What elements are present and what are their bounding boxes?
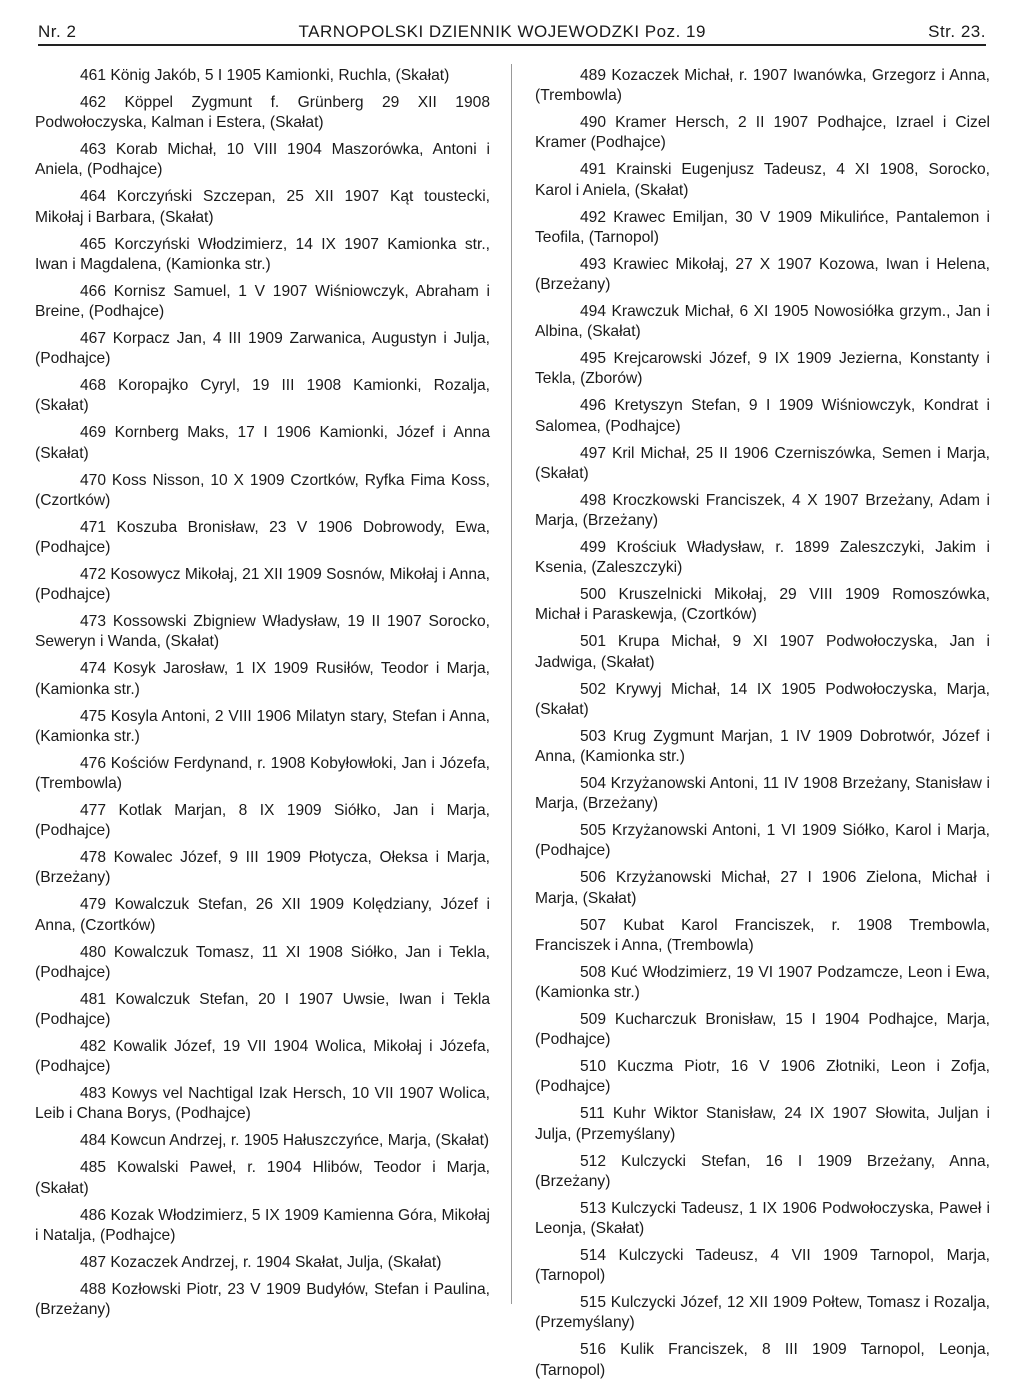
list-item: 482 Kowalik Józef, 19 VII 1904 Wolica, Mikołaj i Józefa, (Podhajce) <box>35 1038 490 1076</box>
list-item: 511 Kuhr Wiktor Stanisław, 24 IX 1907 Słowita, Juljan i Julja, (Przemyślany) <box>535 1105 990 1143</box>
list-item: 500 Kruszelnicki Mikołaj, 29 VIII 1909 Romoszówka, Michał i Paraskewja, (Czortków) <box>535 586 990 624</box>
page-number: Str. 23. <box>928 22 986 41</box>
list-item: 486 Kozak Włodzimierz, 5 IX 1909 Kamienna Góra, Mikołaj i Natalja, (Podhajce) <box>35 1206 490 1244</box>
list-item: 494 Krawczuk Michał, 6 XI 1905 Nowosiółka grzym., Jan i Albina, (Skałat) <box>535 303 990 341</box>
list-item: 504 Krzyżanowski Antoni, 11 IV 1908 Brzeżany, Stanisław i Marja, (Brzeżany) <box>535 775 990 813</box>
list-item: 485 Kowalski Paweł, r. 1904 Hlibów, Teodor i Marja, (Skałat) <box>35 1159 490 1197</box>
list-item: 515 Kulczycki Józef, 12 XII 1909 Połtew, Tomasz i Rozalja, (Przemyślany) <box>535 1294 990 1332</box>
list-item: 479 Kowalczuk Stefan, 26 XII 1909 Kolędziany, Józef i Anna, (Czortków) <box>35 896 490 934</box>
list-item: 496 Kretyszyn Stefan, 9 I 1909 Wiśniowczyk, Kondrat i Salomea, (Podhajce) <box>535 397 990 435</box>
list-item: 466 Kornisz Samuel, 1 V 1907 Wiśniowczyk, Abraham i Breine, (Podhajce) <box>35 282 490 321</box>
list-item: 505 Krzyżanowski Antoni, 1 VI 1909 Siółko, Karol i Marja, (Podhajce) <box>535 822 990 860</box>
list-item: 503 Krug Zygmunt Marjan, 1 IV 1909 Dobrotwór, Józef i Anna, (Kamionka str.) <box>535 727 990 766</box>
left-column <box>35 66 490 1327</box>
list-item: 481 Kowalczuk Stefan, 20 I 1907 Uwsie, Iwan i Tekla (Podhajce) <box>35 990 490 1029</box>
list-item: 498 Kroczkowski Franciszek, 4 X 1907 Brzeżany, Adam i Marja, (Brzeżany) <box>535 491 990 530</box>
list-item: 476 Kościów Ferdynand, r. 1908 Kobyłowłoki, Jan i Józefa, (Trembowla) <box>35 754 490 793</box>
list-item: 463 Korab Michał, 10 VIII 1904 Maszorówka, Antoni i Aniela, (Podhajce) <box>35 141 490 179</box>
list-item: 471 Koszuba Bronisław, 23 V 1906 Dobrowody, Ewa, (Podhajce) <box>35 518 490 557</box>
list-item: 506 Krzyżanowski Michał, 27 I 1906 Zielona, Michał i Marja, (Skałat) <box>535 869 990 907</box>
list-item: 483 Kowys vel Nachtigal Izak Hersch, 10 VII 1907 Wolica, Leib i Chana Borys, (Podhajce) <box>35 1085 490 1123</box>
list-item: 480 Kowalczuk Tomasz, 11 XI 1908 Siółko, Jan i Tekla, (Podhajce) <box>35 943 490 981</box>
list-item: 461 König Jakób, 5 I 1905 Kamionki, Ruchla, (Skałat) <box>80 67 450 84</box>
list-item: 462 Köppel Zygmunt f. Grünberg 29 XII 1908 Podwołoczyska, Kalman i Estera, (Skałat) <box>35 94 490 132</box>
list-item: 513 Kulczycki Tadeusz, 1 IX 1906 Podwołoczyska, Paweł i Leonja, (Skałat) <box>535 1199 990 1238</box>
header-rule <box>38 44 986 46</box>
list-item: 502 Krywyj Michał, 14 IX 1905 Podwołoczyska, Marja, (Skałat) <box>535 680 990 718</box>
list-item: 512 Kulczycki Stefan, 16 I 1909 Brzeżany, Anna, (Brzeżany) <box>535 1152 990 1190</box>
list-item: 497 Kril Michał, 25 II 1906 Czerniszówka, Semen i Marja, (Skałat) <box>535 444 990 482</box>
list-item: 507 Kubat Karol Franciszek, r. 1908 Trembowla, Franciszek i Anna, (Trembowla) <box>535 916 990 954</box>
list-item: 468 Koropajko Cyryl, 19 III 1908 Kamionki, Rozalja, (Skałat) <box>35 377 490 415</box>
list-item: 493 Krawiec Mikołaj, 27 X 1907 Kozowa, Iwan i Helena, (Brzeżany) <box>535 255 990 294</box>
list-item: 470 Koss Nisson, 10 X 1909 Czortków, Ryfka Fima Koss, (Czortków) <box>35 471 490 509</box>
list-item: 516 Kulik Franciszek, 8 III 1909 Tarnopol, Leonja, (Tarnopol) <box>535 1341 990 1379</box>
list-item: 487 Kozaczek Andrzej, r. 1904 Skałat, Julja, (Skałat) <box>80 1253 442 1271</box>
list-item: 508 Kuć Włodzimierz, 19 VI 1907 Podzamcze, Leon i Ewa, (Kamionka str.) <box>535 963 990 1002</box>
list-item: 501 Krupa Michał, 9 XI 1907 Podwołoczyska, Jan i Jadwiga, (Skałat) <box>535 633 990 671</box>
list-item: 509 Kucharczuk Bronisław, 15 I 1904 Podhajce, Marja, (Podhajce) <box>535 1011 990 1049</box>
list-item: 465 Korczyński Włodzimierz, 14 IX 1907 Kamionka str., Iwan i Magdalena, (Kamionka str.) <box>35 235 490 273</box>
list-item: 467 Korpacz Jan, 4 III 1909 Zarwanica, Augustyn i Julja, (Podhajce) <box>35 330 490 368</box>
journal-title: TARNOPOLSKI DZIENNIK WOJEWODZKI Poz. 19 <box>298 22 706 41</box>
list-item: 473 Kossowski Zbigniew Władysław, 19 II 1907 Sorocko, Seweryn i Wanda, (Skałat) <box>35 613 490 651</box>
list-item: 469 Kornberg Maks, 17 I 1906 Kamionki, Józef i Anna (Skałat) <box>35 424 490 462</box>
list-item: 464 Korczyński Szczepan, 25 XII 1907 Kąt toustecki, Mikołaj i Barbara, (Skałat) <box>35 188 490 226</box>
list-item: 475 Kosyla Antoni, 2 VIII 1906 Milatyn stary, Stefan i Anna, (Kamionka str.) <box>35 707 490 745</box>
list-item: 488 Kozłowski Piotr, 23 V 1909 Budyłów, Stefan i Paulina, (Brzeżany) <box>35 1280 490 1319</box>
list-item: 478 Kowalec Józef, 9 III 1909 Płotycza, Ołeksa i Marja, (Brzeżany) <box>35 849 490 887</box>
list-item: 472 Kosowycz Mikołaj, 21 XII 1909 Sosnów, Mikołaj i Anna, (Podhajce) <box>35 566 490 604</box>
list-item: 510 Kuczma Piotr, 16 V 1906 Złotniki, Leon i Zofja, (Podhajce) <box>535 1058 990 1096</box>
list-item: 499 Krościuk Władysław, r. 1899 Zaleszczyki, Jakim i Ksenia, (Zaleszczyki) <box>535 539 990 577</box>
list-item: 484 Kowcun Andrzej, r. 1905 Hałuszczyńce, Marja, (Skałat) <box>80 1132 490 1150</box>
list-item: 489 Kozaczek Michał, r. 1907 Iwanówka, Grzegorz i Anna, (Trembowla) <box>535 67 990 105</box>
list-item: 491 Krainski Eugenjusz Tadeusz, 4 XI 1908, Sorocko, Karol i Aniela, (Skałat) <box>535 161 990 199</box>
right-column <box>535 66 990 1388</box>
column-divider <box>511 64 512 1304</box>
issue-number: Nr. 2 <box>38 22 77 41</box>
list-item: 477 Kotlak Marjan, 8 IX 1909 Siółko, Jan i Marja, (Podhajce) <box>35 802 490 840</box>
list-item: 514 Kulczycki Tadeusz, 4 VII 1909 Tarnopol, Marja, (Tarnopol) <box>535 1247 990 1285</box>
page-header <box>38 16 986 42</box>
list-item: 492 Krawec Emiljan, 30 V 1909 Mikulińce, Pantalemon i Teofila, (Tarnopol) <box>535 208 990 246</box>
list-item: 474 Kosyk Jarosław, 1 IX 1909 Rusiłów, Teodor i Marja, (Kamionka str.) <box>35 660 490 698</box>
list-item: 490 Kramer Hersch, 2 II 1907 Podhajce, Izrael i Cizel Kramer (Podhajce) <box>535 114 990 152</box>
list-item: 495 Krejcarowski Józef, 9 IX 1909 Jezierna, Konstanty i Tekla, (Zborów) <box>535 350 990 388</box>
